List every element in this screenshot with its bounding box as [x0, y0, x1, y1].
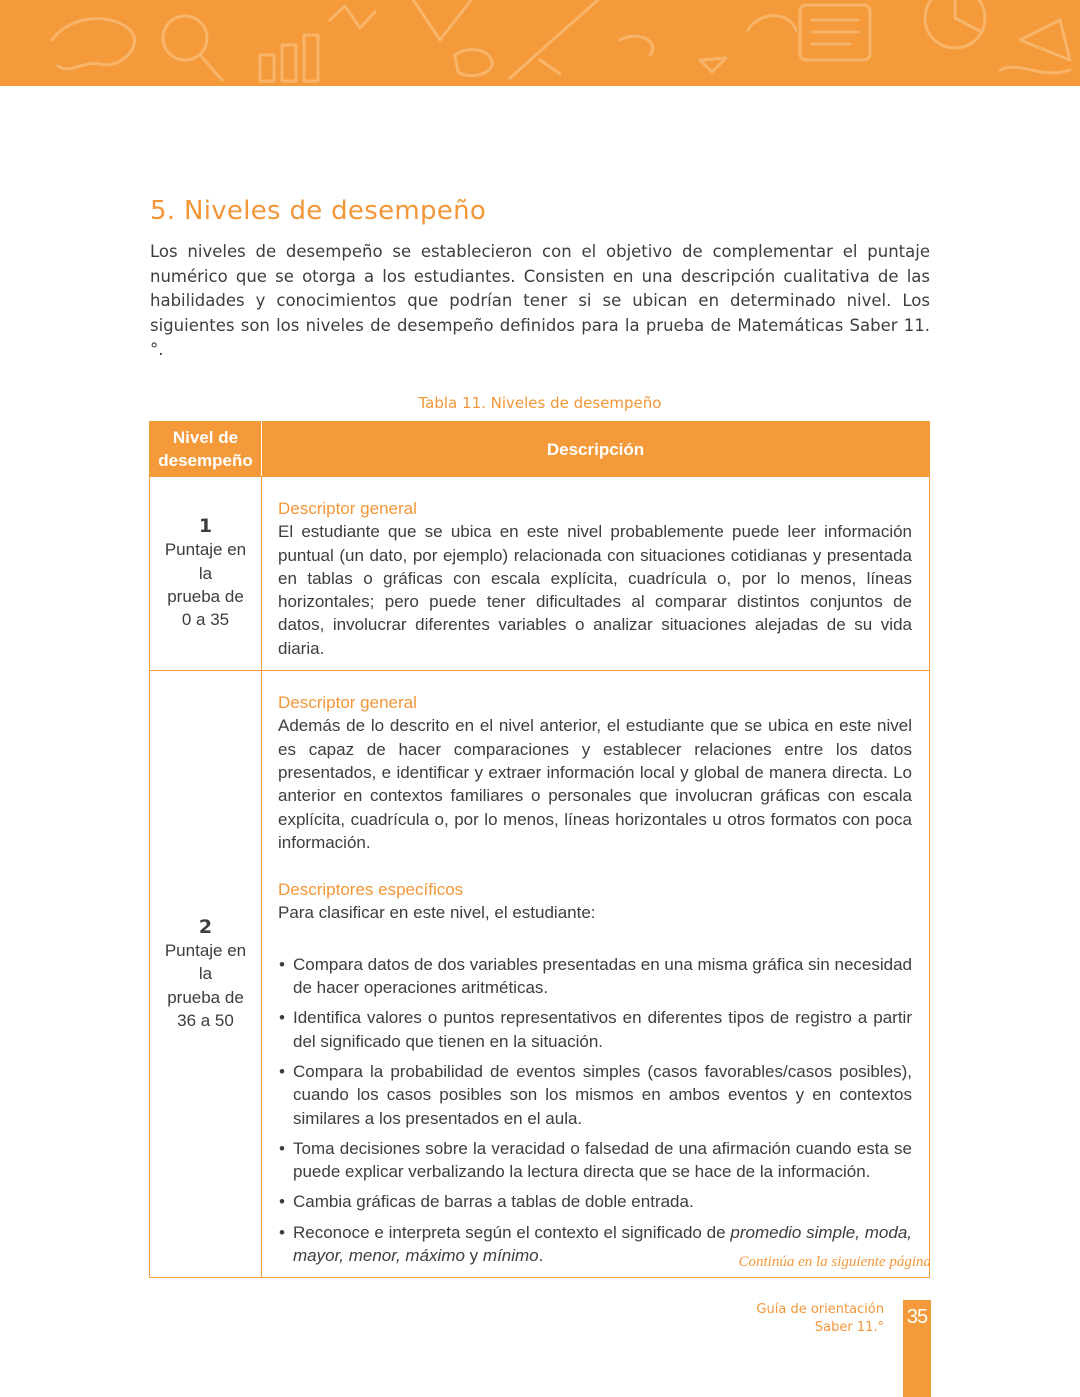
- bullet-icon: •: [279, 1061, 285, 1081]
- general-descriptor-label: Descriptor general: [278, 693, 417, 713]
- general-descriptor-label: Descriptor general: [278, 499, 417, 518]
- description-cell: [262, 477, 930, 671]
- specific-descriptors-list: [278, 953, 912, 1268]
- level-cell: [150, 671, 262, 1278]
- bullet-icon: •: [279, 1008, 285, 1028]
- performance-levels-table: [149, 421, 930, 1278]
- page-number: 35: [906, 1306, 928, 1328]
- footer-guide-line1: Guía de orientación: [756, 1302, 884, 1317]
- list-item: • Compara datos de dos variables presentadas en una misma gráfica sin necesidad de hacer operaciones aritméticas.: [279, 954, 912, 998]
- description-cell: [262, 671, 930, 1278]
- specific-descriptors-label: Descriptores específicos: [278, 880, 464, 900]
- header-description: Descripción: [262, 422, 930, 477]
- level-number: 1: [198, 515, 213, 538]
- level-number: 2: [198, 916, 213, 939]
- bullet-icon: •: [279, 954, 285, 974]
- table-caption: Tabla 11. Niveles de desempeño: [418, 394, 662, 412]
- level-cell: [150, 477, 262, 671]
- list-item: • Identifica valores o puntos representativos en diferentes tipos de registro a partir del significado que tienen en la situación.: [279, 1008, 912, 1051]
- decorative-header-banner: [0, 0, 1080, 86]
- specific-descriptors-intro: Para clasificar en este nivel, el estudiante:: [278, 903, 596, 923]
- list-item: • Reconoce e interpreta según el contexto el significado de promedio simple, moda, mayor, menor, máximo y mínimo.: [279, 1222, 912, 1266]
- general-descriptor-text: El estudiante que se ubica en este nivel probablemente puede leer información puntual (un dato, por ejemplo) relacionada con situaciones cotidianas y presentada en tablas o gráficas con escala explícita, cuadrícula o, por lo menos, líneas horizontales; pero puede tener dificultades al comparar distintos conjuntos de datos, involucrar diferentes variables o analizar situaciones alejadas de su vida diaria.: [278, 522, 912, 658]
- header-doodles-illustration: [0, 0, 1080, 86]
- header-level: [150, 422, 262, 477]
- list-item: • Cambia gráficas de barras a tablas de doble entrada.: [278, 1190, 912, 1213]
- table-row: [150, 477, 930, 671]
- footer-guide-line2: Saber 11.°: [814, 1319, 884, 1335]
- list-item: • Toma decisiones sobre la veracidad o falsedad de una afirmación cuando esta se puede explicar verbalizando la lectura directa que se hace de la información.: [279, 1138, 912, 1182]
- footer-guide-title: [756, 1301, 884, 1336]
- continue-note: Continúa en la siguiente página: [738, 1254, 931, 1270]
- section-title: 5. Niveles de desempeño: [150, 196, 487, 226]
- level-score-range: Puntaje en la prueba de 0 a 35: [164, 540, 247, 630]
- bullet-icon: •: [279, 1222, 285, 1242]
- bullet-icon: •: [279, 1138, 285, 1158]
- intro-paragraph: Los niveles de desempeño se establecieron con el objetivo de complementar el puntaje numérico que se otorga a los estudiantes. Consisten en una descripción cualitativa de las habilidades y conocimientos que podrían tener si se ubican en determinado nivel. Los siguientes son los niveles de desempeño definidos para la prueba de Matemáticas Saber 11.°.: [150, 242, 930, 360]
- table-row: [150, 671, 930, 1278]
- bullet-icon: •: [279, 1192, 285, 1212]
- general-descriptor-text: Además de lo descrito en el nivel anterior, el estudiante que se ubica en este nivel es capaz de hacer comparaciones y establecer relaciones entre los datos presentados, e identificar y extraer información local y global de manera directa. Lo anterior en contextos familiares o personales que involucran gráficas con escala explícita, cuadrícula o, por lo menos, líneas horizontales u otros formatos con poca información.: [278, 716, 912, 852]
- level-score-range: Puntaje en la prueba de 36 a 50: [164, 941, 247, 1030]
- list-item: • Compara la probabilidad de eventos simples (casos favorables/casos posibles), cuando los casos posibles son los mismos en ambos eventos y en contextos similares a los presentados en el aula.: [279, 1061, 912, 1128]
- table-header-row: [150, 422, 930, 477]
- header-level-label: Nivel de desempeño: [158, 428, 253, 470]
